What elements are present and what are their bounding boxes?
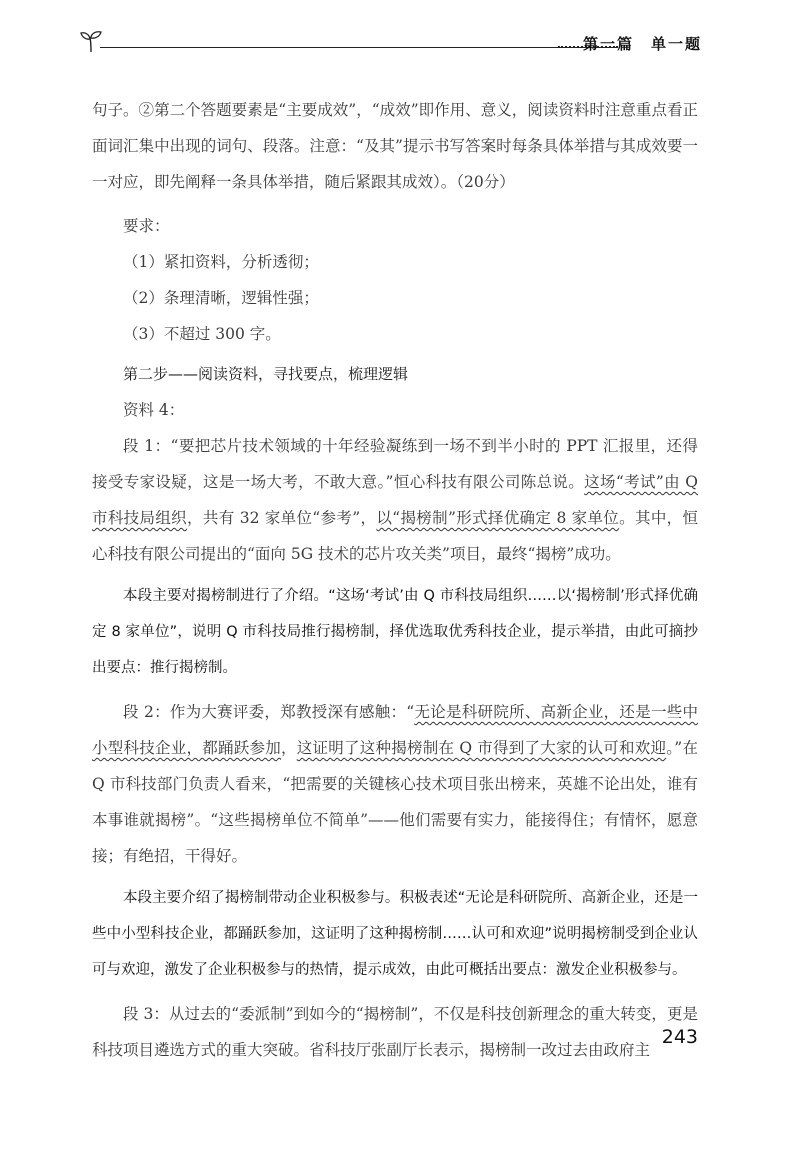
sprout-icon	[78, 28, 104, 54]
analysis-2: 本段主要介绍了揭榜制带动企业积极参与。积极表述“无论是科研院所、高新企业，还是一些中小型科技企业，都踊跃参加，这证明了这种揭榜制……认可和欢迎”说明揭榜制受到企业认可与欢迎，激发了企业积极参与的热情，提示成效，由此可概括出要点：激发企业积极参与。	[92, 890, 698, 978]
requirement-item: （3）不超过 300 字。	[123, 325, 281, 343]
requirement-item: （1）紧扣资料，分析透彻；	[123, 253, 319, 271]
segment-2	[92, 694, 698, 874]
segment-text: 。”在 Q 市科技部门负责人看来，“把需要的关键核心技术项目张出榜来，英雄不论出处，谁有本事谁就揭榜”。“这些揭榜单位不简单”——他们需要有实力，能接得住；有情怀，愿意接；有绝招，干得好。	[92, 739, 698, 865]
segment-text: ，共有 32 家单位“参考”，	[187, 509, 377, 527]
underlined-phrase: 无论是科研院所、高新企业，还是一些中小型科技企业，都踊跃参加	[92, 703, 698, 757]
running-header	[78, 24, 702, 64]
underlined-phrase: 以“揭榜制”形式择优确定 8 家单位	[376, 509, 620, 527]
segment-3: 段 3：从过去的“委派制”到如今的“揭榜制”，不仅是科技创新理念的重大转变，更是科技项目遴选方式的重大突破。省科技厅张副厅长表示，揭榜制一改过去由政府主	[92, 1005, 698, 1059]
analysis-1: 本段主要对揭榜制进行了介绍。“这场‘考试’由 Q 市科技局组织……以‘揭榜制’形式择优确定 8 家单位”，说明 Q 市科技局推行揭榜制，择优选取优秀科技企业，提示举措，由此可摘抄出要点：推行揭榜制。	[92, 588, 698, 676]
requirements-title: 要求：	[123, 217, 170, 235]
segment-text: 。其中，恒心科技有限公司提出的“面向 5G 技术的芯片攻关类”项目，最终“揭榜”成功。	[92, 509, 698, 563]
intro-paragraph: 句子。②第二个答题要素是“主要成效”，“成效”即作用、意义，阅读资料时注意重点看正面词汇集中出现的词句、段落。注意：“及其”提示书写答案时每条具体举措与其成效要一一对应，即先阐释一条具体举措，随后紧跟其成效）。（20分）	[92, 101, 698, 191]
segment-text: ，	[281, 739, 297, 757]
header-rule	[100, 47, 618, 48]
step-heading: 第二步——阅读资料，寻找要点，梳理逻辑	[123, 365, 409, 383]
page-number: 243	[661, 1026, 698, 1048]
segment-text: 段 2：作为大赛评委，郑教授深有感触：“	[123, 703, 415, 721]
segment-text: 段 1：“要把芯片技术领域的十年经验凝练到一场不到半小时的 PPT 汇报里，还得接受专家设疑，这是一场大考，不敢大意。”恒心科技有限公司陈总说。	[92, 437, 698, 491]
material-label: 资料 4：	[123, 401, 185, 419]
requirement-item: （2）条理清晰，逻辑性强；	[123, 289, 319, 307]
chapter-title: 第一篇 单一题	[582, 35, 702, 53]
underlined-phrase: 这场“考试”由 Q 市科技局组织	[92, 473, 698, 527]
page-body	[92, 92, 698, 1068]
underlined-phrase: 这证明了这种揭榜制在 Q 市得到了大家的认可和欢迎	[296, 739, 667, 757]
segment-1	[92, 428, 698, 572]
